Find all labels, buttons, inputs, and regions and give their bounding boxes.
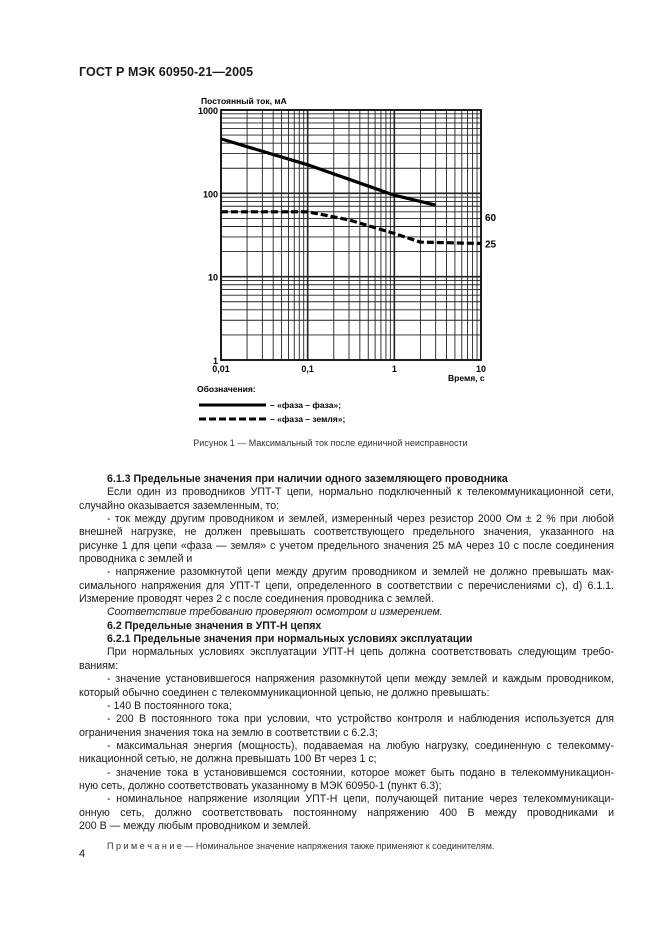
chart-legend xyxy=(197,384,345,424)
series-line-2 xyxy=(221,212,481,244)
text-line: ваниям: xyxy=(79,659,119,672)
series-end-label: 25 xyxy=(485,239,497,251)
text-line: никационной сетью, не должна превышать 100 Вт через 1 с; xyxy=(79,753,377,766)
text-line: Измерение проводят через 2 с после соединения проводника с землей. xyxy=(79,593,434,606)
text-line: проводника с землей и xyxy=(79,553,193,566)
text-line: ную сеть, должно соответствовать указанному в МЭК 60950-1 (пункт 6.3); xyxy=(79,779,442,792)
text-line: 200 В — между любым проводником и землей. xyxy=(79,819,311,832)
note: П р и м е ч а н и е — Номинальное значение напряжения также применяют к соединителям. xyxy=(107,841,495,852)
legend-entry: – «фаза – земля»; xyxy=(270,414,346,424)
current-time-chart xyxy=(0,0,661,436)
x-tick-label: 1 xyxy=(391,364,397,374)
page-number: 4 xyxy=(79,848,86,860)
text-line: Соответствие требованию проверяют осмотром и измерением. xyxy=(107,606,443,619)
text-line: 6.2.1 Предельные значения при нормальных условиях эксплуатации xyxy=(107,633,473,646)
text-line: Если один из проводников УПТ-Т цепи, нормально подключенный к телекоммуникационной сети, xyxy=(107,486,614,499)
x-axis-label: Время, с xyxy=(448,373,485,383)
y-axis-label: Постоянный ток, мА xyxy=(201,96,287,106)
figure-caption: Рисунок 1 — Максимальный ток после единичной неисправности xyxy=(193,438,468,448)
text-line: 6.1.3 Предельные значения при наличии одного заземляющего проводника xyxy=(107,473,508,485)
text-line: - напряжение разомкнутой цепи между другим проводником и землей не должно превышать мак- xyxy=(107,566,614,579)
text-line: - максимальная энергия (мощность), подаваемая на любую нагрузку, соединенную с телекомму- xyxy=(107,739,614,752)
y-tick-label: 10 xyxy=(207,272,218,283)
text-line: - 140 В постоянного тока; xyxy=(107,699,232,712)
text-line: случайно оказывается заземленным, то: xyxy=(79,499,280,512)
legend-title: Обозначения: xyxy=(197,384,256,394)
y-tick-label: 1000 xyxy=(197,106,218,116)
legend-entry: – «фаза – фаза»; xyxy=(270,400,342,410)
text-line: - значение установившегося напряжения разомкнутой цепи между землей и каждым проводником, xyxy=(107,673,614,686)
text-line: внешней нагрузке, не должен превышать соответствующего предельного значения, указанного на xyxy=(79,526,614,539)
text-line: При нормальных условиях эксплуатации УПТ-Н цепь должна соответствовать следующим требо- xyxy=(107,646,614,659)
text-line: - номинальное напряжение изоляции УПТ-Н цепи, получающей питание через телекоммуникаци- xyxy=(107,793,614,806)
text-line: 6.2 Предельные значения в УПТ-Н цепях xyxy=(107,619,322,632)
text-line: который обычно соединен с телекоммуникационной цепью, не должно превышать: xyxy=(79,686,490,699)
chart-grid xyxy=(221,110,481,360)
x-tick-label: 0,1 xyxy=(301,364,314,374)
document-header: ГОСТ Р МЭК 60950-21—2005 xyxy=(79,65,254,79)
plot-frame xyxy=(221,110,481,360)
x-tick-label: 0,01 xyxy=(212,364,230,374)
series-end-label: 60 xyxy=(485,213,497,225)
text-line: ограничения значения тока на землю в соответствии с 6.2.3; xyxy=(79,726,378,739)
text-line: рисунке 1 для цепи «фаза — земля» с учетом предельного значения 25 мА через 10 с после соединения xyxy=(79,539,614,552)
text-line: онную сеть, должно соответствовать постоянному напряжению 400 В между проводниками и xyxy=(79,806,614,819)
x-tick-label: 10 xyxy=(475,364,487,374)
text-line: - значение тока в установившемся состоянии, которое может быть подано в телекоммуникацион- xyxy=(107,766,614,779)
series-line-1 xyxy=(221,139,436,205)
y-tick-label: 1 xyxy=(212,356,218,366)
chart-labels xyxy=(198,96,486,383)
document-body xyxy=(79,473,614,854)
text-line: - 200 В постоянного тока при условии, что устройство контроля и наблюдения используется для xyxy=(107,713,614,726)
y-tick-label: 100 xyxy=(202,189,218,200)
text-line: симального напряжения для УПТ-Т цепи, определенного в соответствии с перечислениями с), d) 6.1.1. xyxy=(79,579,614,592)
text-line: - ток между другим проводником и землей, измеренный через резистор 2000 Ом ± 2 % при любой xyxy=(107,513,614,526)
